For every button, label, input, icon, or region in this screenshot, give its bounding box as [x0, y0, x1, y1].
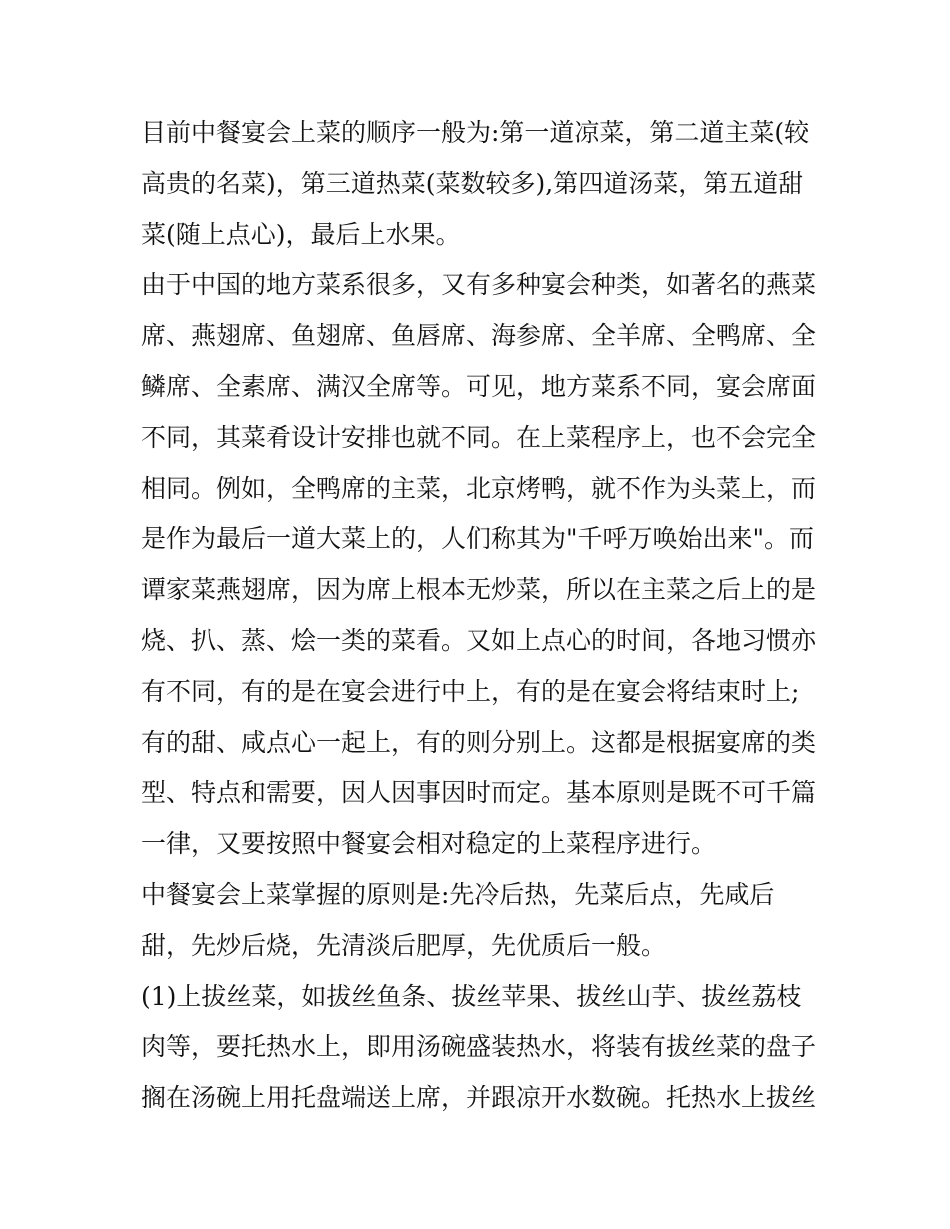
text-line: 有的甜、咸点心一起上，有的则分别上。这都是根据宴席的类: [141, 727, 817, 757]
text-line: 谭家菜燕翅席，因为席上根本无炒菜，所以在主菜之后上的是: [141, 575, 817, 605]
text-line: 是作为最后一道大菜上的，人们称其为"千呼万唤始出来"。而: [141, 524, 815, 554]
text-line: 肉等，要托热水上，即用汤碗盛装热水，将装有拔丝菜的盘子: [141, 1032, 817, 1062]
text-line: 不同，其菜肴设计安排也就不同。在上菜程序上，也不会完全: [141, 422, 817, 452]
text-line: 甜，先炒后烧，先清淡后肥厚，先优质后一般。: [141, 930, 667, 960]
text-line: 高贵的名菜)，第三道热菜(菜数较多),第四道汤菜，第五道甜: [141, 168, 804, 198]
text-line: 搁在汤碗上用托盘端送上席，并跟凉开水数碗。托热水上拔丝: [141, 1083, 817, 1113]
text-line: 有不同，有的是在宴会进行中上，有的是在宴会将结束时上;: [141, 676, 800, 706]
text-line: 由于中国的地方菜系很多，又有多种宴会种类，如著名的燕菜: [141, 270, 817, 300]
text-line: 中餐宴会上菜掌握的原则是:先冷后热，先菜后点，先咸后: [141, 879, 775, 909]
text-line: 鳞席、全素席、满汉全席等。可见，地方菜系不同，宴会席面: [141, 371, 817, 401]
text-line: 一律，又要按照中餐宴会相对稳定的上菜程序进行。: [141, 829, 717, 859]
text-line: 相同。例如，全鸭席的主菜，北京烤鸭，就不作为头菜上，而: [141, 473, 817, 503]
document-body: [141, 108, 821, 1124]
text-line: 烧、扒、蒸、烩一类的菜看。又如上点心的时间，各地习惯亦: [141, 625, 817, 655]
text-line: 目前中餐宴会上菜的顺序一般为:第一道凉菜，第二道主菜(较: [141, 118, 810, 147]
text-line: (1)上拔丝菜，如拔丝鱼条、拔丝苹果、拔丝山芋、拔丝荔枝: [141, 981, 802, 1011]
text-line: 型、特点和需要，因人因事因时而定。基本原则是既不可千篇: [141, 778, 817, 808]
text-line: 席、燕翅席、鱼翅席、鱼唇席、海参席、全羊席、全鸭席、全: [141, 321, 817, 351]
text-line: 菜(随上点心)，最后上水果。: [141, 219, 461, 249]
